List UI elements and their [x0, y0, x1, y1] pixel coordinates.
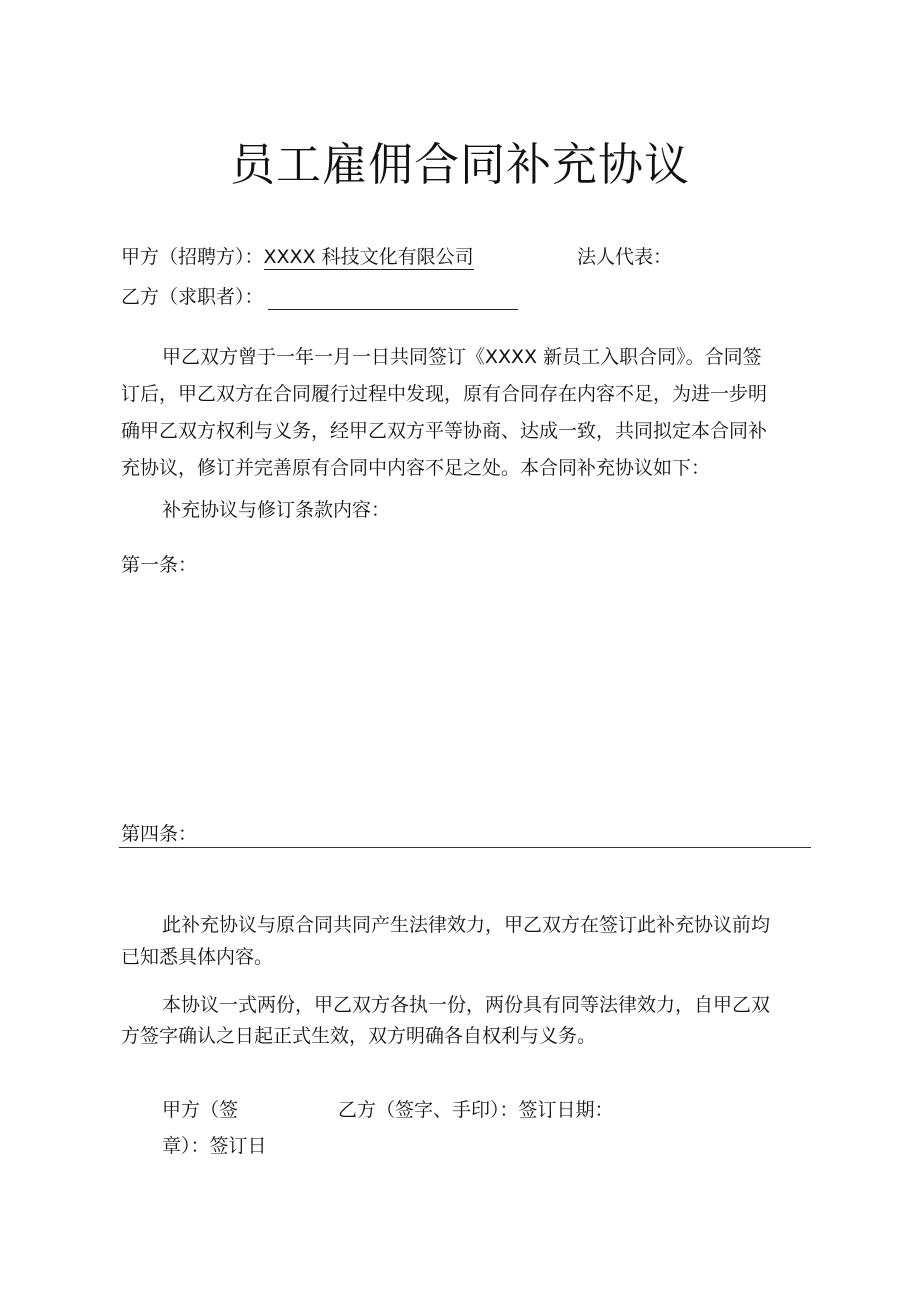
document-title: 员工雇佣合同补充协议 [229, 138, 690, 191]
intro-line-3: 确甲乙双方权利与义务，经甲乙双方平等协商、达成一致，共同拟定本合同补 [121, 420, 768, 442]
party-a-signature-line-2: 章）：签订日 [162, 1135, 267, 1157]
clauses-heading: 补充协议与修订条款内容： [162, 499, 391, 521]
effect-line-2: 已知悉具体内容。 [121, 946, 274, 968]
article-4-heading: 第四条： [121, 823, 198, 845]
effect-line-1: 此补充协议与原合同共同产生法律效力，甲乙双方在签订此补充协议前均 [162, 914, 771, 936]
article-1-heading: 第一条： [121, 554, 198, 576]
party-a-row [121, 244, 474, 270]
intro-line-1: 甲乙双方曾于一年一月一日共同签订《XXXX 新员工入职合同》。合同签 [162, 346, 762, 368]
copies-line-1: 本协议一式两份，甲乙双方各执一份，两份具有同等法律效力，自甲乙双 [162, 994, 771, 1016]
intro-line-4: 充协议，修订并完善原有合同中内容不足之处。本合同补充协议如下： [121, 457, 711, 479]
copies-line-2: 方签字确认之日起正式生效，双方明确各自权利与义务。 [121, 1025, 597, 1047]
party-a-label: 甲方（招聘方）： [121, 246, 264, 268]
article-4-divider [119, 847, 811, 848]
party-b-signature: 乙方（签字、手印）：签订日期： [338, 1099, 614, 1121]
intro-line-2: 订后，甲乙双方在合同履行过程中发现，原有合同存在内容不足，为进一步明 [121, 383, 768, 405]
party-b-label: 乙方（求职者）： [121, 286, 264, 308]
party-a-signature-line-1: 甲方（签 [162, 1099, 239, 1121]
legal-rep-label: 法人代表： [577, 246, 673, 268]
party-b-blank-line [268, 289, 518, 310]
party-a-name: XXXX 科技文化有限公司 [263, 246, 474, 268]
party-b-row [121, 284, 518, 310]
